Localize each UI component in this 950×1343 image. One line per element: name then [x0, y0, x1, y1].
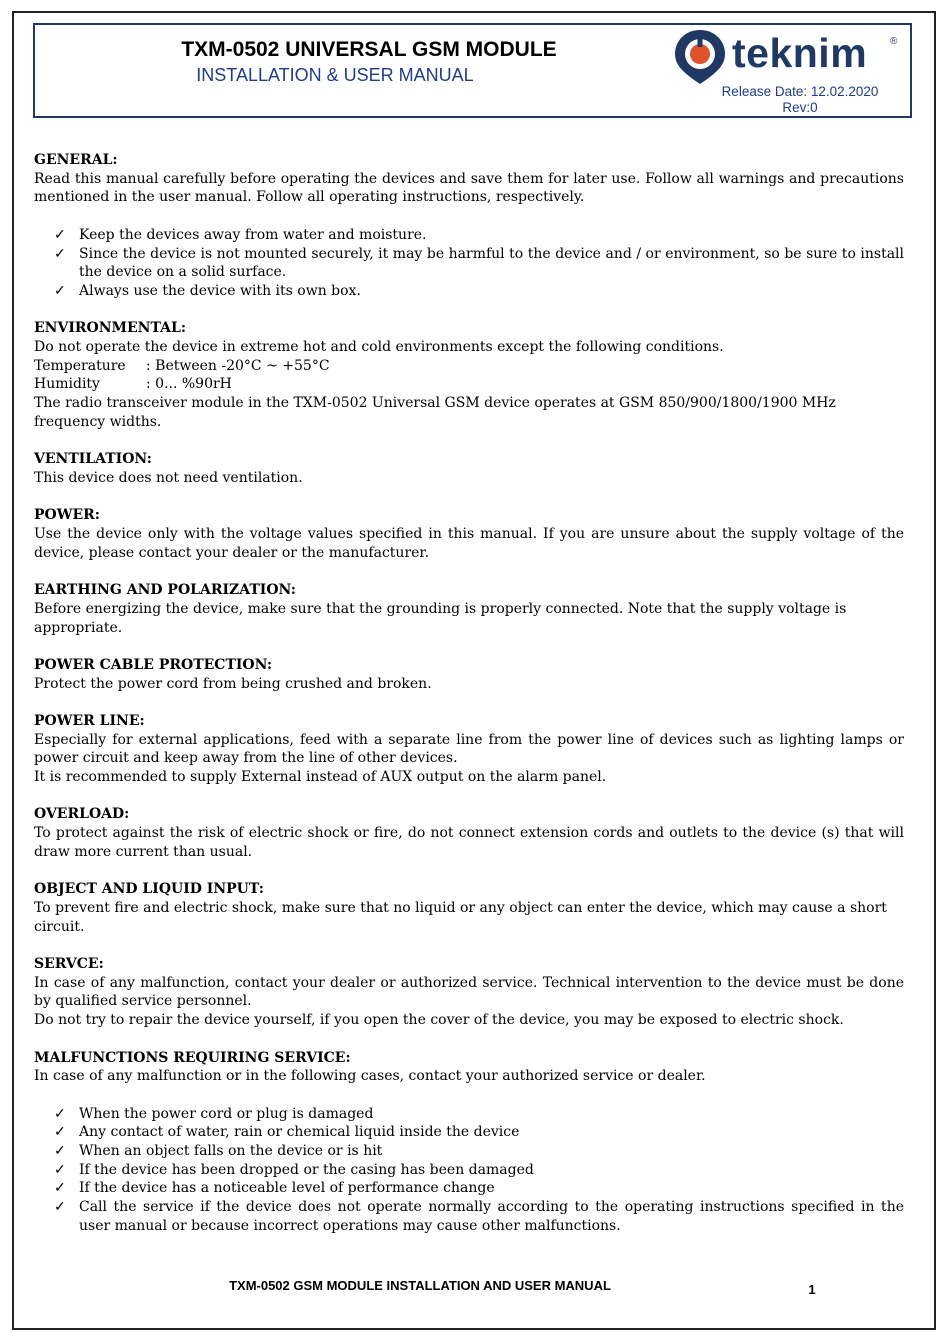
check-icon: ✓ — [54, 1124, 66, 1141]
section-overload — [34, 805, 904, 861]
section-ventilation — [34, 450, 904, 487]
section-malfunctions — [34, 1049, 904, 1236]
document-body — [34, 151, 904, 1254]
checklist-malfunctions — [34, 1105, 904, 1236]
humidity-row: Humidity : 0... %90rH — [34, 376, 232, 393]
section-general — [34, 151, 904, 301]
section-heading: POWER: — [34, 507, 100, 524]
section-text: To protect against the risk of electric shock or fire, do not connect extension cords and outlets to the device (s) that will draw more current than usual. — [34, 825, 904, 860]
section-heading: OVERLOAD: — [34, 806, 130, 823]
section-text: Do not operate the device in extreme hot and cold environments except the following conditions. — [34, 339, 724, 355]
section-text: Protect the power cord from being crushed and broken. — [34, 675, 432, 692]
section-heading: ENVIRONMENTAL: — [34, 320, 186, 337]
section-environmental — [34, 319, 904, 431]
check-icon: ✓ — [54, 226, 66, 243]
section-heading: OBJECT AND LIQUID INPUT: — [34, 881, 264, 898]
section-power-line — [34, 712, 904, 787]
list-item: ✓ If the device has been dropped or the casing has been damaged — [54, 1161, 534, 1178]
footer-title: TXM-0502 GSM MODULE INSTALLATION AND USER MANUAL — [229, 1278, 611, 1293]
list-item: ✓ Keep the devices away from water and moisture. — [54, 226, 427, 243]
section-text: Use the device only with the voltage values specified in this manual. If you are unsure about the supply voltage of the device, please contact your dealer or the manufacturer. — [34, 526, 904, 561]
location-pin-icon — [672, 28, 728, 86]
section-text: In case of any malfunction or in the following cases, contact your authorized service or dealer. — [34, 1068, 706, 1085]
registered-mark: ® — [890, 36, 898, 47]
page-number: 1 — [808, 1282, 816, 1297]
section-heading: GENERAL: — [34, 152, 118, 168]
section-heading: SERVCE: — [34, 956, 104, 973]
checklist-general — [34, 226, 904, 301]
list-item: ✓ Call the service if the device does not operate normally according to the operating instructions specified in the user manual or because incorrect operations may cause other malfunctions. — [54, 1199, 904, 1234]
section-text: To prevent fire and electric shock, make sure that no liquid or any object can enter the device, which may cause a short circuit. — [34, 899, 887, 935]
section-object-liquid — [34, 880, 904, 936]
list-item: ✓ Always use the device with its own box. — [54, 282, 361, 299]
section-power — [34, 506, 904, 562]
section-text: It is recommended to supply External instead of AUX output on the alarm panel. — [34, 769, 607, 786]
section-text: This device does not need ventilation. — [34, 469, 303, 486]
release-info — [695, 84, 905, 116]
list-item: ✓ Any contact of water, rain or chemical liquid inside the device — [54, 1124, 520, 1141]
check-icon: ✓ — [54, 1199, 66, 1216]
document-subtitle: INSTALLATION & USER MANUAL — [196, 65, 474, 85]
check-icon: ✓ — [54, 1105, 66, 1122]
section-heading: EARTHING AND POLARIZATION: — [34, 582, 296, 599]
check-icon: ✓ — [54, 245, 66, 262]
section-text: In case of any malfunction, contact your dealer or authorized service. Technical intervention to the device must be done by qualified service personnel. — [34, 974, 904, 1010]
check-icon: ✓ — [54, 1143, 66, 1160]
list-item: ✓ Since the device is not mounted securely, it may be harmful to the device and / or environment, so be sure to install the device on a solid surface. — [54, 245, 904, 281]
list-item: ✓ When an object falls on the device or is hit — [54, 1143, 383, 1160]
section-text: Do not try to repair the device yourself, if you open the cover of the device, you may be exposed to electric shock. — [34, 1012, 844, 1029]
revision: Rev:0 — [782, 100, 818, 115]
section-earthing — [34, 581, 904, 637]
section-heading: MALFUNCTIONS REQUIRING SERVICE: — [34, 1049, 351, 1066]
list-item: ✓ When the power cord or plug is damaged — [54, 1105, 374, 1122]
release-date: Release Date: 12.02.2020 — [721, 84, 879, 99]
section-service — [34, 955, 904, 1030]
section-text: Especially for external applications, feed with a separate line from the power line of devices such as lighting lamps or power circuit and keep away from the line of other devices. — [34, 731, 904, 767]
header — [33, 23, 912, 118]
check-icon: ✓ — [54, 1180, 66, 1197]
list-item: ✓ If the device has a noticeable level of performance change — [54, 1180, 495, 1197]
section-text: Before energizing the device, make sure that the grounding is properly connected. Note that the supply voltage is appropriate. — [34, 600, 847, 636]
section-heading: VENTILATION: — [34, 451, 152, 468]
check-icon: ✓ — [54, 282, 66, 299]
teknim-logo — [672, 28, 907, 86]
section-heading: POWER LINE: — [34, 712, 145, 729]
section-heading: POWER CABLE PROTECTION: — [34, 656, 273, 673]
section-power-cable — [34, 656, 904, 693]
temperature-row: Temperature : Between -20°C ~ +55°C — [34, 357, 330, 374]
section-text: The radio transceiver module in the TXM-0502 Universal GSM device operates at GSM 850/900/1800/1900 MHz frequency widths. — [34, 395, 836, 430]
logo-wordmark: teknim — [732, 30, 868, 76]
check-icon: ✓ — [54, 1161, 66, 1178]
document-title: TXM-0502 UNIVERSAL GSM MODULE — [181, 38, 557, 61]
section-text: Read this manual carefully before operating the devices and save them for later use. Follow all warnings and precautions mentioned in the user manual. Follow all operating instructions, respectively. — [34, 170, 904, 206]
